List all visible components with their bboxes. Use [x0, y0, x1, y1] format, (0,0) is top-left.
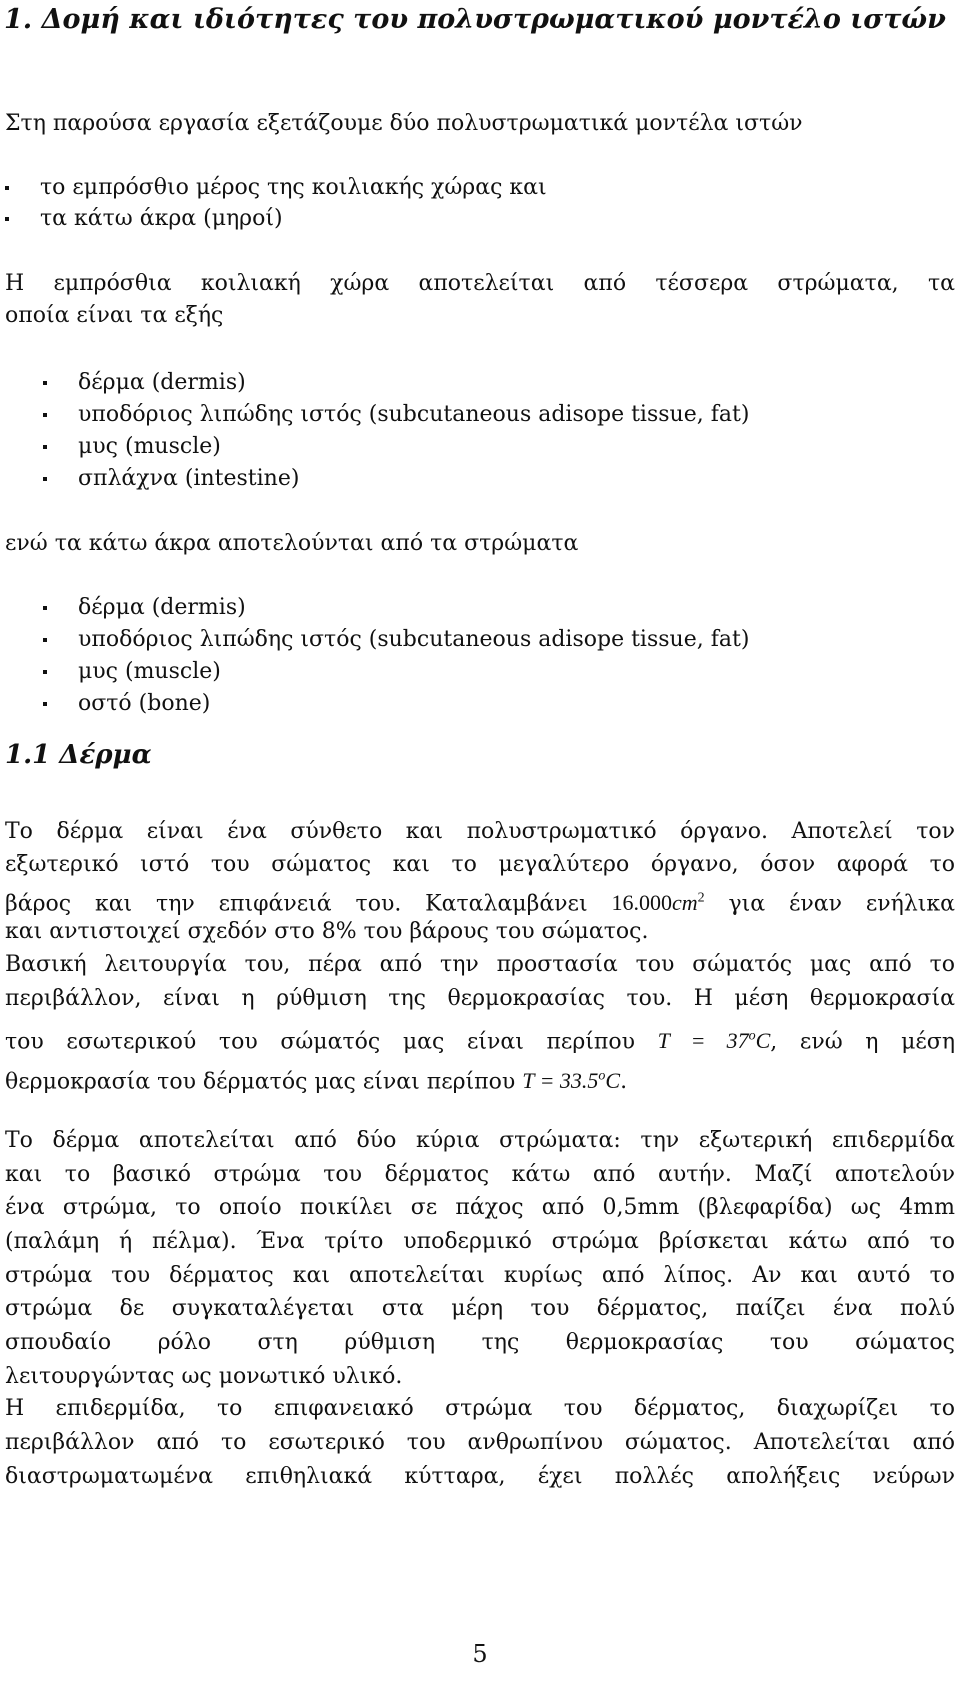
abdomen-intro-line: Η εμπρόσθια κοιλιακή χώρα αποτελείται από τέσσερα στρώματα, τα — [5, 271, 955, 296]
legs-intro: ενώ τα κάτω άκρα αποτελούνται από τα στρώματα — [5, 531, 579, 556]
area-value: $16.000cm^2$ — [611, 890, 705, 916]
bullet-icon — [43, 670, 47, 674]
bullet-icon — [43, 638, 47, 642]
paragraph-line: Το δέρμα είναι ένα σύνθετο και πολυστρωματικό όργανο. Αποτελεί τον — [5, 819, 955, 844]
paragraph-line: εξωτερικό ιστό του σώματος και το μεγαλύτερο όργανο, όσον αφορά το — [5, 852, 955, 877]
bullet-icon — [43, 381, 47, 385]
paragraph-line: περιβάλλον από το εσωτερικό του ανθρωπίνου σώματος. Αποτελείται από — [5, 1430, 955, 1455]
bullet-icon — [43, 606, 47, 610]
chapter-title: 1. Δομή και ιδιότητες του πολυστρωματικού μοντέλο ιστών — [4, 4, 946, 35]
paragraph-line: και το βασικό στρώμα του δέρματος κάτω από αυτήν. Μαζί αποτελούν — [5, 1162, 955, 1187]
core-temperature-formula: $T = 37^oC$ — [657, 1028, 771, 1054]
skin-temperature-formula: $T = 33.5^oC$. — [522, 1068, 628, 1095]
paragraph-line: περιβάλλον, είναι η ρύθμιση της θερμοκρασίας του. Η μέση θερμοκρασία — [5, 986, 955, 1011]
paragraph-line: στρώμα δε συγκαταλέγεται στα μέρη του δέρματος, παίζει ένα πολύ — [5, 1296, 955, 1321]
paragraph-line: Βασική λειτουργία του, πέρα από την προστασία του σώματός μας από το — [5, 952, 955, 977]
paragraph-line: και αντιστοιχεί σχεδόν στο 8% του βάρους του σώματος. — [5, 919, 649, 944]
document-page: 1. Δομή και ιδιότητες του πολυστρωματικού μοντέλο ιστών Στη παρούσα εργασία εξετάζουμε δύο πολυστρωματικά μοντέλα ιστών το εμπρόσθιο μέρος της κοιλιακής χώρας και τα κάτω άκρα (μηροί) Η εμπρόσθια κοιλιακή χώρα αποτελείται από τέσσερα στρώματα, τα οποία είναι τα εξής δέρμα (dermis) υποδόριος λιπώδης ιστός (subcutaneous adisope tissue, fat) μυς (muscle) σπλάχνα (intestine) ενώ τα κάτω άκρα αποτελούνται από τα στρώματα δέρμα (dermis) υποδόριος λιπώδης ιστός (subcutaneous adisope tissue, fat) μυς (muscle) οστό (bone) 1.1 Δέρμα Το δέρμα είναι ένα σύνθετο και πολυστρωματικό όργανο. Αποτελεί τον εξωτερικό ιστό του σώματος και το μεγαλύτερο όργανο, όσον αφορά το βάρος και την επιφάνειά του. Καταλαμβάνει $16.000cm^2$ για έναν ενήλικα και αντιστοιχεί σχεδόν στο 8% του βάρους του σώματος. Βασική λειτουργία του, πέρα από την προστασία του σώματός μας από το περιβάλλον, είναι η ρύθμιση της θερμοκρασίας του. Η μέση θερμοκρασία του εσωτερικού του σώματός μας είναι περίπου $T = 37^oC$, ενώ η μέση θερμοκρασία του δέρματός μας είναι περίπου $T = 33.5^oC$. Το δέρμα αποτελείται από δύο κύρια στρώματα: την εξωτερική επιδερμίδα και το βασικό στρώμα του δέρματος κάτω από αυτήν. Μαζί αποτελούν ένα στρώμα, το οποίο ποικίλει σε πάχος από 0,5mm (βλεφαρίδα) ως 4mm (παλάμη ή πέλμα). Ένα τρίτο υποδερμικό στρώμα βρίσκεται κάτω από το στρώμα του δέρματος και αποτελείται κυρίως από λίπος. Αν και αυτό το στρώμα δε συγκαταλέγεται στα μέρη του δέρματος, παίζει ένα πολύ σπουδαίο ρόλο στη ρύθμιση της θερμοκρασίας του σώματος λειτουργώντας ως μονωτικό υλικό. Η επιδερμίδα, το επιφανειακό στρώμα του δέρματος, διαχωρίζει το περιβάλλον από το εσωτερικό του ανθρωπίνου σώματος. Αποτελείται από διαστρωματωμένα επιθηλιακά κύτταρα, έχει πολλές απολήξεις νεύρων 5 — [0, 0, 960, 1681]
intro-paragraph: Στη παρούσα εργασία εξετάζουμε δύο πολυστρωματικά μοντέλα ιστών — [5, 111, 803, 136]
paragraph-line: στρώμα του δέρματος και αποτελείται κυρίως από λίπος. Αν και αυτό το — [5, 1263, 955, 1288]
paragraph-line: (παλάμη ή πέλμα). Ένα τρίτο υποδερμικό στρώμα βρίσκεται κάτω από το — [5, 1229, 955, 1254]
abdomen-intro-line: οποία είναι τα εξής — [5, 303, 224, 328]
paragraph-line: βάρος και την επιφάνειά του. Καταλαμβάνει $16.000cm^2$ για έναν ενήλικα — [5, 890, 955, 917]
paragraph-line: Η επιδερμίδα, το επιφανειακό στρώμα του δέρματος, διαχωρίζει το — [5, 1396, 955, 1421]
section-heading: 1.1 Δέρμα — [5, 740, 152, 770]
bullet-icon — [43, 477, 47, 481]
paragraph-line: διαστρωματωμένα επιθηλιακά κύτταρα, έχει πολλές απολήξεις νεύρων — [5, 1464, 955, 1489]
paragraph-line: λειτουργώντας ως μονωτικό υλικό. — [5, 1364, 403, 1389]
paragraph-line: ένα στρώμα, το οποίο ποικίλει σε πάχος από 0,5mm (βλεφαρίδα) ως 4mm — [5, 1195, 955, 1220]
page-number: 5 — [472, 1640, 488, 1668]
bullet-icon — [5, 217, 9, 221]
bullet-icon — [43, 702, 47, 706]
paragraph-line: Το δέρμα αποτελείται από δύο κύρια στρώματα: την εξωτερική επιδερμίδα — [5, 1128, 955, 1153]
bullet-icon — [43, 413, 47, 417]
paragraph-line: θερμοκρασία του δέρματός μας είναι περίπου $T = 33.5^oC$. — [5, 1068, 628, 1095]
paragraph-line: σπουδαίο ρόλο στη ρύθμιση της θερμοκρασίας του σώματος — [5, 1330, 955, 1355]
bullet-icon — [43, 445, 47, 449]
bullet-icon — [5, 186, 9, 190]
paragraph-line: του εσωτερικού του σώματός μας είναι περίπου $T = 37^oC$, ενώ η μέση — [5, 1028, 955, 1055]
